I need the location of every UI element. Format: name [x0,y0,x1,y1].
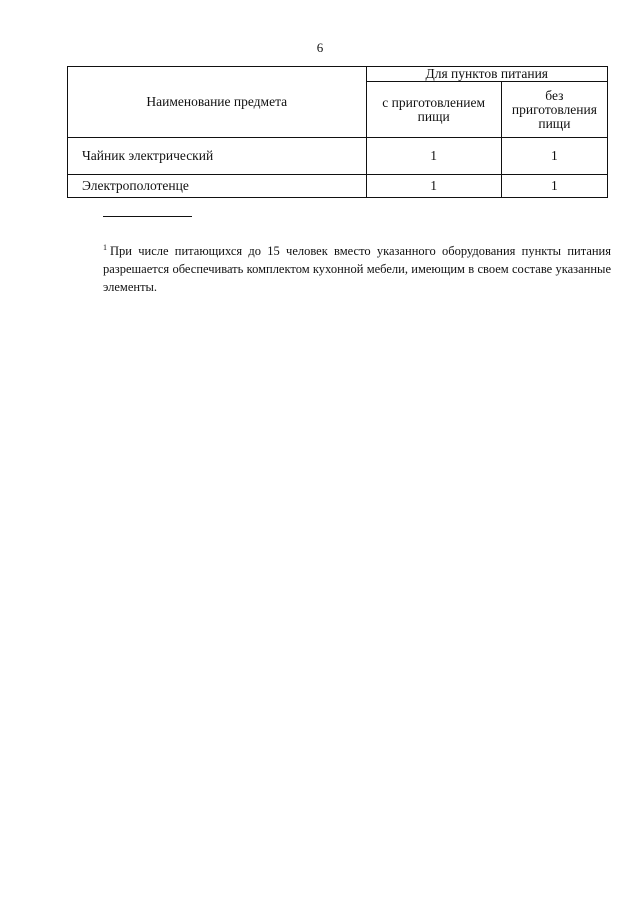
footnote [103,239,611,296]
equipment-table [67,66,608,198]
table-row [68,175,608,198]
row-with-cooking-qty: 1 [366,175,501,198]
header-item-name: Наименование предмета [68,67,367,138]
row-without-cooking-qty: 1 [501,175,607,198]
header-without-cooking: без приготовления пищи [501,82,607,138]
footnote-divider [103,216,192,217]
footnote-text: При числе питающихся до 15 человек вместо указанного оборудования пункты питания разрешается обеспечивать комплектом кухонной мебели, имеющим в своем составе указанные элементы. [103,244,611,294]
page-number: 6 [316,40,324,55]
row-item-name: Электрополотенце [68,175,367,198]
row-without-cooking-qty: 1 [501,138,607,175]
row-with-cooking-qty: 1 [366,138,501,175]
header-with-cooking: с приготовлением пищи [366,82,501,138]
row-item-name: Чайник электрический [68,138,367,175]
table-header-row [68,67,608,82]
table-row [68,138,608,175]
header-group-catering-points: Для пунктов питания [366,67,607,82]
footnote-marker: 1 [103,243,107,252]
